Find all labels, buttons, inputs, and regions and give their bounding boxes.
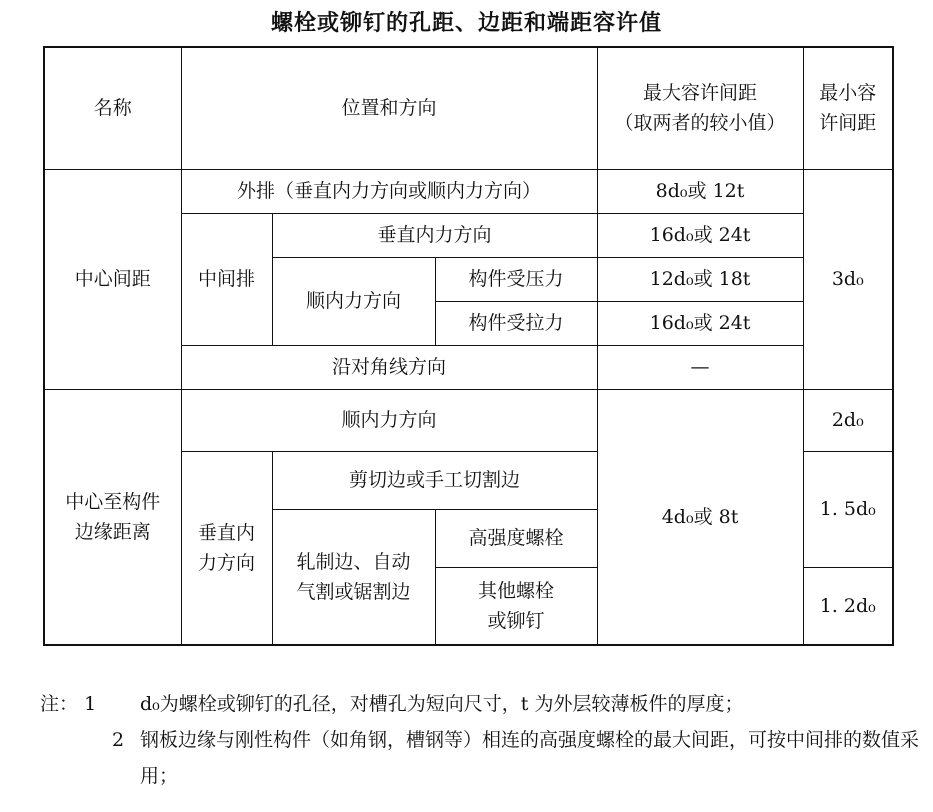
header-max-line1: 最大容许间距 (643, 82, 758, 105)
header-max-spacing (597, 47, 803, 169)
header-min-spacing (803, 47, 893, 169)
note-prefix-label: 注： (40, 693, 79, 715)
table-title: 螺栓或铆钉的孔距、边距和端距容许值 (270, 11, 662, 36)
shear-edge-min: 1. 5d₀ (803, 451, 893, 567)
header-max-line2: （取两者的较小值） (614, 112, 786, 135)
shear-edge-label: 剪切边或手工切割边 (272, 451, 597, 509)
high-strength-bolt-label: 高强度螺栓 (435, 509, 597, 567)
perp-line2: 力方向 (197, 551, 255, 574)
header-min-line2: 许间距 (819, 112, 877, 135)
edge-along-min: 2d₀ (803, 389, 893, 451)
edge-name-line1: 中心至构件 (65, 490, 161, 513)
edge-name-line2: 边缘距离 (74, 520, 151, 543)
perpendicular-label: 垂直内力方向 (272, 213, 597, 257)
rolled-line2: 气割或锯割边 (296, 580, 411, 603)
perpendicular-direction-label (181, 451, 272, 645)
compression-label: 构件受压力 (435, 257, 597, 301)
header-name: 名称 (44, 47, 181, 169)
header-position: 位置和方向 (181, 47, 597, 169)
along-force-label: 顺内力方向 (272, 257, 435, 345)
other-bolt-label (435, 567, 597, 645)
tension-label: 构件受拉力 (435, 301, 597, 345)
edge-along-force-label: 顺内力方向 (181, 389, 597, 451)
outer-row-max: 8d₀或 12t (597, 169, 803, 213)
header-min-line1: 最小容 (819, 82, 877, 105)
other-line2: 或铆钉 (487, 609, 545, 632)
perp-line1: 垂直内 (197, 521, 255, 544)
outer-row-label: 外排（垂直内力方向或顺内力方向） (181, 169, 597, 213)
note-2-text: 钢板边缘与刚性构件（如角钢，槽钢等）相连的高强度螺栓的最大间距，可按中间排的数值采用； (140, 729, 920, 787)
perpendicular-max: 16d₀或 24t (597, 213, 803, 257)
other-bolt-min: 1. 2d₀ (803, 567, 893, 645)
edge-distance-name (44, 389, 181, 645)
tension-max: 16d₀或 24t (597, 301, 803, 345)
rolled-line1: 轧制边、自动 (296, 550, 411, 573)
note-1-number: 1 (84, 693, 97, 715)
diagonal-max: — (597, 345, 803, 389)
note-prefix (40, 686, 140, 722)
center-spacing-min: 3d₀ (803, 169, 893, 389)
diagonal-label: 沿对角线方向 (181, 345, 597, 389)
edge-max: 4d₀或 8t (597, 389, 803, 645)
spacing-table (43, 46, 894, 646)
note-1-text: d₀为螺栓或铆钉的孔径，对槽孔为短向尺寸，t 为外层较薄板件的厚度； (140, 693, 744, 715)
center-spacing-name: 中心间距 (44, 169, 181, 389)
middle-row-label: 中间排 (181, 213, 272, 345)
note-1 (40, 686, 920, 722)
compression-max: 12d₀或 18t (597, 257, 803, 301)
rolled-edge-label (272, 509, 435, 645)
other-line1: 其他螺栓 (478, 579, 555, 602)
notes (40, 686, 920, 794)
note-2 (40, 722, 920, 794)
note-2-number: 2 (112, 729, 125, 751)
